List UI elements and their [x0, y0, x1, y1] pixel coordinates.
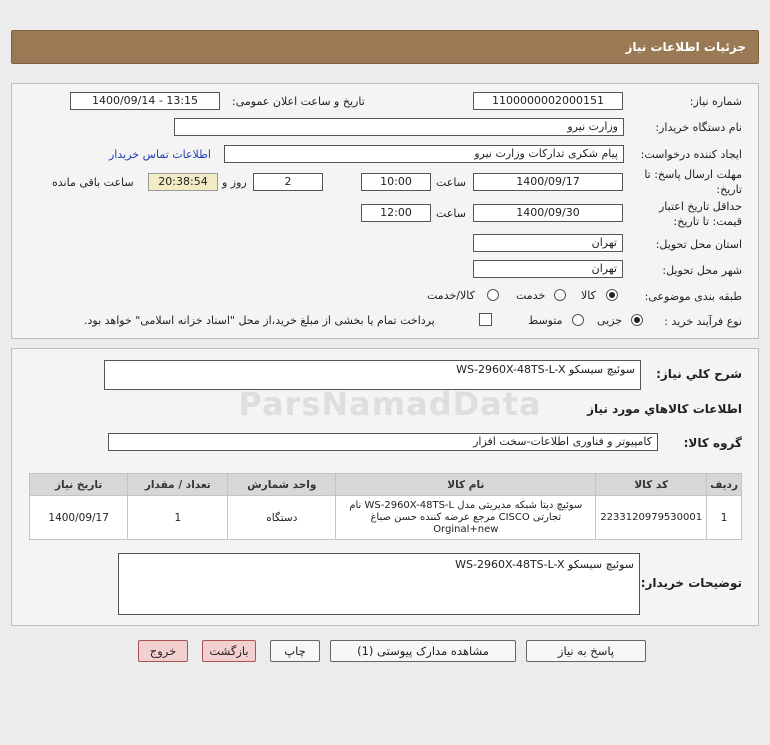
cell-code: 2233120979530001: [596, 496, 707, 540]
province-label: استان محل تحویل:: [655, 238, 742, 251]
category-radio-service[interactable]: [554, 289, 566, 301]
cell-name: سوئیچ دیتا شبکه مدیریتی مدل WS-2960X-48TS-L نام تجارتی CISCO مرجع عرضه کننده حسن صباغ Orginal+new: [336, 496, 596, 540]
category-label: طبقه بندی موضوعی:: [644, 290, 742, 303]
process-option-medium: متوسط: [528, 314, 563, 327]
validity-date-field: 1400/09/30: [473, 204, 623, 222]
province-field: تهران: [473, 234, 623, 252]
col-index: ردیف: [707, 474, 742, 496]
goods-group-label: گروه کالا:: [683, 436, 742, 450]
deadline-time-label: ساعت: [436, 176, 466, 189]
cell-unit: دستگاه: [228, 496, 336, 540]
process-radio-minor[interactable]: [631, 314, 643, 326]
deadline-time-field: 10:00: [361, 173, 431, 191]
process-label: نوع فرآیند خرید :: [664, 315, 742, 328]
exit-button[interactable]: خروج: [138, 640, 188, 662]
process-option-minor: جزیی: [597, 314, 623, 327]
reply-button[interactable]: پاسخ به نیاز: [526, 640, 646, 662]
col-name: نام کالا: [336, 474, 596, 496]
treasury-payment-checkbox[interactable]: [479, 313, 492, 326]
category-option-goods-service: کالا/خدمت: [427, 289, 475, 302]
col-qty: تعداد / مقدار: [128, 474, 228, 496]
city-label: شهر محل تحویل:: [662, 264, 742, 277]
validity-time-field: 12:00: [361, 204, 431, 222]
view-attachments-button[interactable]: مشاهده مدارک پیوستی (1): [330, 640, 516, 662]
process-radio-medium[interactable]: [572, 314, 584, 326]
page-header: [11, 30, 759, 64]
summary-label: شرح کلي نياز:: [656, 367, 742, 381]
goods-info-title: اطلاعات کالاهاي مورد نياز: [587, 402, 742, 416]
announce-field: 1400/09/14 - 13:15: [70, 92, 220, 110]
col-date: تاریخ نیاز: [30, 474, 128, 496]
goods-table: [29, 473, 742, 540]
cell-date: 1400/09/17: [30, 496, 128, 540]
announce-label: تاریخ و ساعت اعلان عمومی:: [232, 95, 365, 108]
cell-qty: 1: [128, 496, 228, 540]
city-field: تهران: [473, 260, 623, 278]
table-row: [30, 496, 742, 540]
need-number-label: شماره نیاز:: [689, 95, 742, 108]
deadline-label-1: مهلت ارسال پاسخ: تا: [644, 168, 742, 181]
buyer-notes-field: سوئیچ سیسکو WS-2960X-48TS-L-X: [118, 553, 640, 615]
days-field: 2: [253, 173, 323, 191]
validity-label-1: حداقل تاریخ اعتبار: [658, 200, 742, 213]
deadline-label-2: تاریخ:: [716, 183, 742, 196]
validity-label-2: قیمت: تا تاریخ:: [673, 215, 742, 228]
category-radio-goods-service[interactable]: [487, 289, 499, 301]
buyer-org-label: نام دستگاه خریدار:: [655, 121, 742, 134]
summary-field: سوئیچ سیسکو WS-2960X-48TS-L-X: [104, 360, 641, 390]
page-title: جزئیات اطلاعات نیاز: [625, 40, 746, 54]
category-radio-goods[interactable]: [606, 289, 618, 301]
back-button[interactable]: بازگشت: [202, 640, 256, 662]
cell-index: 1: [707, 496, 742, 540]
col-unit: واحد شمارش: [228, 474, 336, 496]
days-label: روز و: [222, 176, 247, 189]
category-option-service: خدمت: [516, 289, 546, 302]
print-button[interactable]: چاپ: [270, 640, 320, 662]
col-code: کد کالا: [596, 474, 707, 496]
category-option-goods: کالا: [581, 289, 596, 302]
remaining-label: ساعت باقی مانده: [52, 176, 134, 189]
goods-group-field: کامپیوتر و فناوری اطلاعات-سخت افزار: [108, 433, 658, 451]
creator-label: ایجاد کننده درخواست:: [640, 148, 742, 161]
treasury-payment-note: پرداخت تمام یا بخشی از مبلغ خرید،از محل "اسناد خزانه اسلامی" خواهد بود.: [84, 314, 435, 327]
buyer-org-field: وزارت نیرو: [174, 118, 624, 136]
buyer-notes-label: توضیحات خریدار:: [640, 576, 742, 590]
contact-buyer-link[interactable]: اطلاعات تماس خریدار: [109, 148, 211, 161]
validity-time-label: ساعت: [436, 207, 466, 220]
need-number-field: 1100000002000151: [473, 92, 623, 110]
creator-field: پیام شکری تدارکات وزارت نیرو: [224, 145, 624, 163]
remaining-time-field: 20:38:54: [148, 173, 218, 191]
deadline-date-field: 1400/09/17: [473, 173, 623, 191]
